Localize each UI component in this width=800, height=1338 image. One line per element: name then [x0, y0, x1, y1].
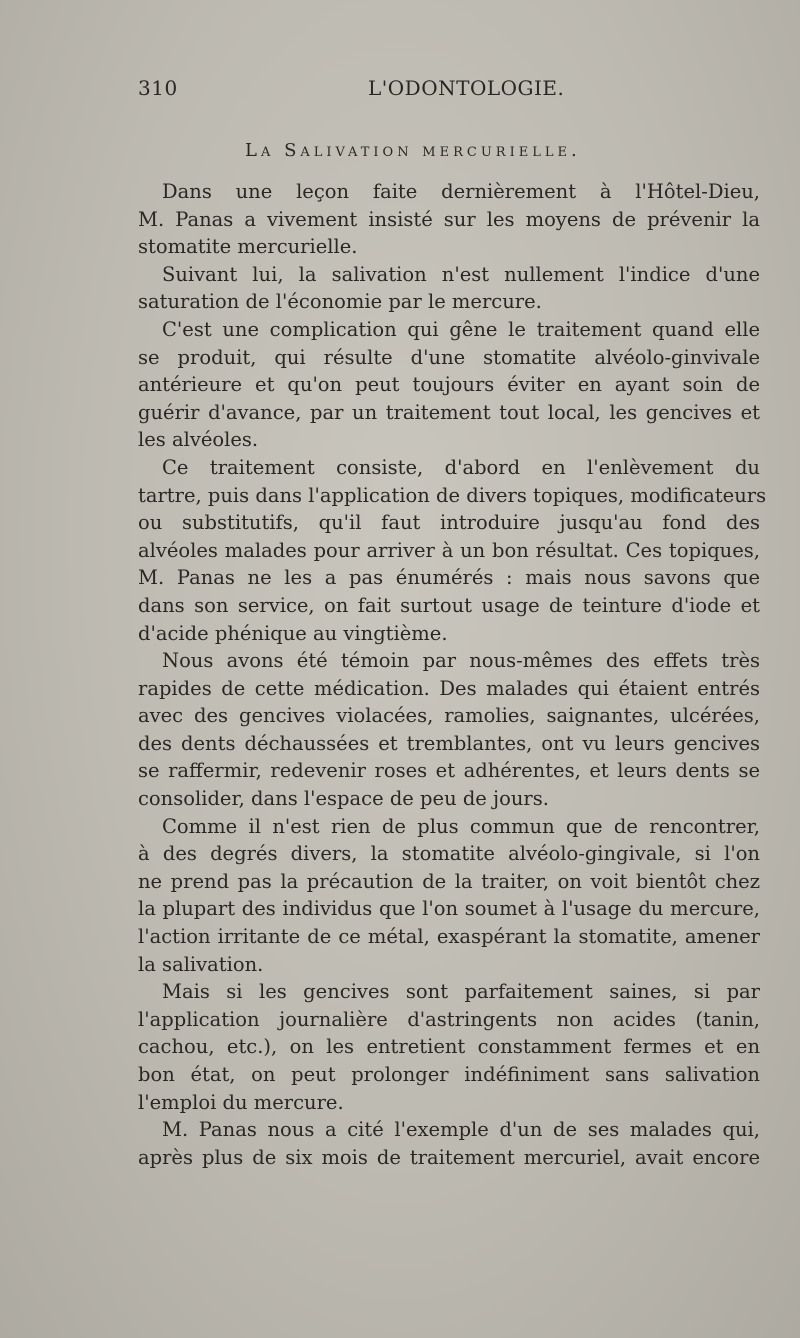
text-line: l'application journalière d'astringents non acides (tanin,: [138, 1007, 760, 1031]
text-line: la plupart des individus que l'on soumet à l'usage du mercure,: [138, 897, 760, 921]
text-line: se raffermir, redevenir roses et adhérentes, et leurs dents se: [138, 759, 760, 783]
text-line: à des degrés divers, la stomatite alvéolo-gingivale, si l'on: [138, 842, 760, 866]
text-line: ne prend pas la précaution de la traiter, on voit bientôt chez: [138, 869, 760, 893]
text-line: d'acide phénique au vingtième.: [138, 621, 448, 645]
page-number: 310: [138, 76, 178, 100]
text-line: Dans une leçon faite dernièrement à l'Hôtel-Dieu,: [162, 180, 760, 203]
text-line: ou substitutifs, qu'il faut introduire jusqu'au fond des: [138, 511, 760, 535]
text-line: antérieure et qu'on peut toujours éviter en ayant soin de: [138, 373, 760, 397]
text-line: guérir d'avance, par un traitement tout local, les gencives et: [138, 400, 760, 424]
text-line: bon état, on peut prolonger indéfiniment sans salivation: [138, 1063, 760, 1086]
text-line: M. Panas ne les a pas énumérés : mais nous savons que: [138, 566, 760, 590]
text-line: dans son service, on fait surtout usage de teinture d'iode et: [138, 593, 760, 617]
text-line: tartre, puis dans l'application de divers topiques, modificateurs: [138, 483, 767, 507]
text-line: M. Panas nous a cité l'exemple d'un de ses malades qui,: [162, 1118, 760, 1142]
text-line: Ce traitement consiste, d'abord en l'enlèvement du: [162, 455, 760, 479]
text-line: se produit, qui résulte d'une stomatite alvéolo-ginvivale: [138, 345, 760, 369]
body-text: [138, 178, 767, 1171]
text-line: rapides de cette médication. Des malades qui étaient entrés: [138, 676, 760, 700]
running-header: [138, 76, 758, 108]
text-line: après plus de six mois de traitement mercuriel, avait encore: [138, 1145, 760, 1169]
text-line: Comme il n'est rien de plus commun que de rencontrer,: [162, 814, 760, 838]
text-line: l'action irritante de ce métal, exaspérant la stomatite, amener: [138, 925, 760, 949]
text-line: la salivation.: [138, 952, 264, 976]
text-line: consolider, dans l'espace de peu de jours.: [138, 787, 549, 811]
text-line: Mais si les gencives sont parfaitement saines, si par: [162, 980, 760, 1004]
text-line: des dents déchaussées et tremblantes, ont vu leurs gencives: [138, 731, 760, 755]
text-line: avec des gencives violacées, ramolies, saignantes, ulcérées,: [138, 704, 760, 728]
journal-title: L'ODONTOLOGIE.: [368, 76, 565, 100]
text-line: C'est une complication qui gêne le traitement quand elle: [162, 317, 760, 341]
text-line: Nous avons été témoin par nous-mêmes des effets très: [162, 649, 760, 673]
text-line: M. Panas a vivement insisté sur les moyens de prévenir la: [138, 207, 760, 231]
text-line: les alvéoles.: [138, 428, 259, 452]
text-line: l'emploi du mercure.: [138, 1090, 344, 1114]
text-line: stomatite mercurielle.: [138, 235, 358, 259]
section-title: La Salivation mercurielle.: [245, 140, 581, 161]
text-line: saturation de l'économie par le mercure.: [138, 290, 542, 314]
text-line: alvéoles malades pour arriver à un bon résultat. Ces topiques,: [138, 538, 760, 562]
text-line: cachou, etc.), on les entretient constamment fermes et en: [138, 1035, 760, 1059]
text-line: Suivant lui, la salivation n'est nullement l'indice d'une: [162, 262, 760, 286]
